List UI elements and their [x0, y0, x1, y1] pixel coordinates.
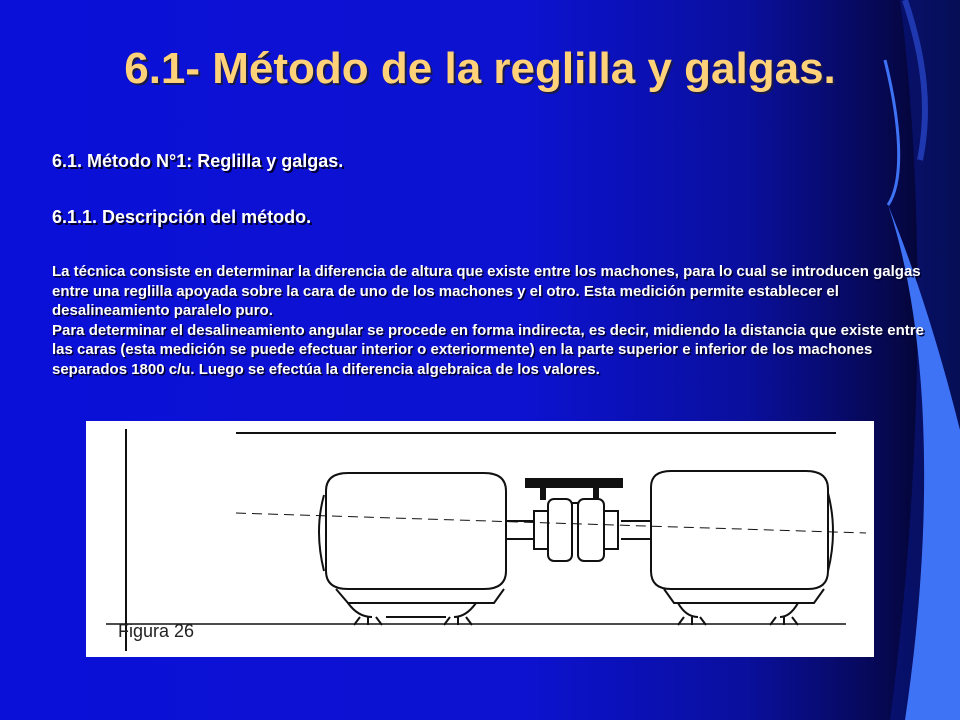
description-text: [52, 262, 942, 379]
title-text: Método de la reglilla y galgas.: [212, 44, 836, 93]
section-heading: 6.1. Método N°1: Reglilla y galgas.: [52, 151, 344, 171]
machine-alignment-drawing: [86, 421, 874, 657]
figure-label: Figura 26: [118, 621, 195, 641]
subsection-heading: 6.1.1. Descripción del método.: [52, 207, 312, 227]
paragraph-angular: Para determinar el desalineamiento angular se procede en forma indirecta, es decir, midiendo la distancia que existe entre las caras (esta medición se puede efectuar interior o exteriormente) en la parte superior e inferior de los machones separados 1800 c/u. Luego se efectúa la diferencia algebraica de los valores.: [52, 321, 924, 378]
figure-26-image: [86, 421, 874, 657]
title-number: 6.1-: [124, 44, 201, 93]
slide-title: [0, 44, 960, 94]
paragraph-parallel: La técnica consiste en determinar la diferencia de altura que existe entre los machones, para lo cual se introducen galgas entre una reglilla apoyada sobre la cara de uno de los machones y el otro. Esta medición permite establecer el desalineamiento paralelo puro.: [52, 263, 921, 319]
